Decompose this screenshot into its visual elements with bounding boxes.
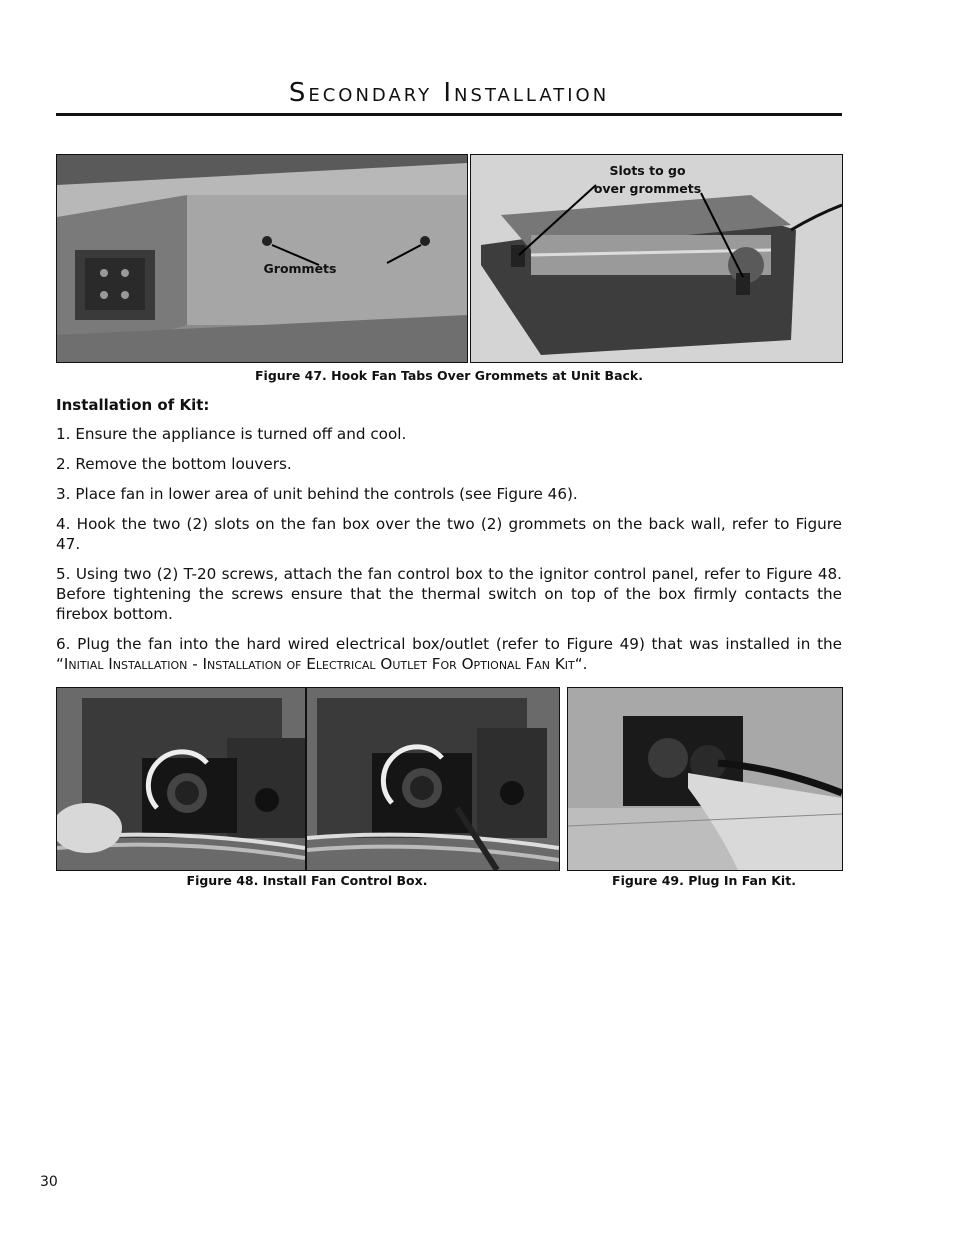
- figure-49-caption: Figure 49. Plug In Fan Kit.: [612, 873, 796, 888]
- page-title: Secondary Installation: [288, 78, 610, 108]
- callout-slots-line1: Slots to go: [609, 163, 686, 178]
- step-6: [56, 634, 842, 674]
- figure-49-photo: [567, 687, 843, 871]
- figure-48-caption: Figure 48. Install Fan Control Box.: [186, 873, 428, 888]
- section-heading: Installation of Kit:: [56, 396, 210, 414]
- title-rule: [56, 113, 842, 116]
- callout-grommets: Grommets: [263, 261, 337, 276]
- step-4: 4. Hook the two (2) slots on the fan box over the two (2) grommets on the back wall, refer to Figure 47.: [56, 515, 842, 553]
- step-5: 5. Using two (2) T-20 screws, attach the fan control box to the ignitor control panel, refer to Figure 48. Before tightening the screws ensure that the thermal switch on top of the box firmly contacts the firebox bottom.: [56, 565, 842, 623]
- step-1: 1. Ensure the appliance is turned off and cool.: [56, 425, 407, 443]
- figure-47-photo-left: [56, 154, 468, 363]
- instruction-steps: [56, 424, 842, 684]
- step-6-end: “.: [574, 655, 588, 673]
- step-6-reference: Initial Installation - Installation of Electrical Outlet For Optional Fan Kit: [63, 655, 575, 673]
- callout-slots: [580, 162, 715, 198]
- figure-48-photo-left: [56, 687, 306, 871]
- page-number: 30: [40, 1174, 58, 1190]
- figure-47-caption: Figure 47. Hook Fan Tabs Over Grommets at Unit Back.: [255, 368, 643, 383]
- callout-slots-line2: over grommets: [593, 181, 702, 197]
- step-6-text: 6. Plug the fan into the hard wired electrical box/outlet (refer to Figure 49) that was installed in the “: [56, 635, 842, 673]
- step-2: 2. Remove the bottom louvers.: [56, 455, 292, 473]
- step-3: 3. Place fan in lower area of unit behind the controls (see Figure 46).: [56, 485, 578, 503]
- figure-48-photo-right: [306, 687, 560, 871]
